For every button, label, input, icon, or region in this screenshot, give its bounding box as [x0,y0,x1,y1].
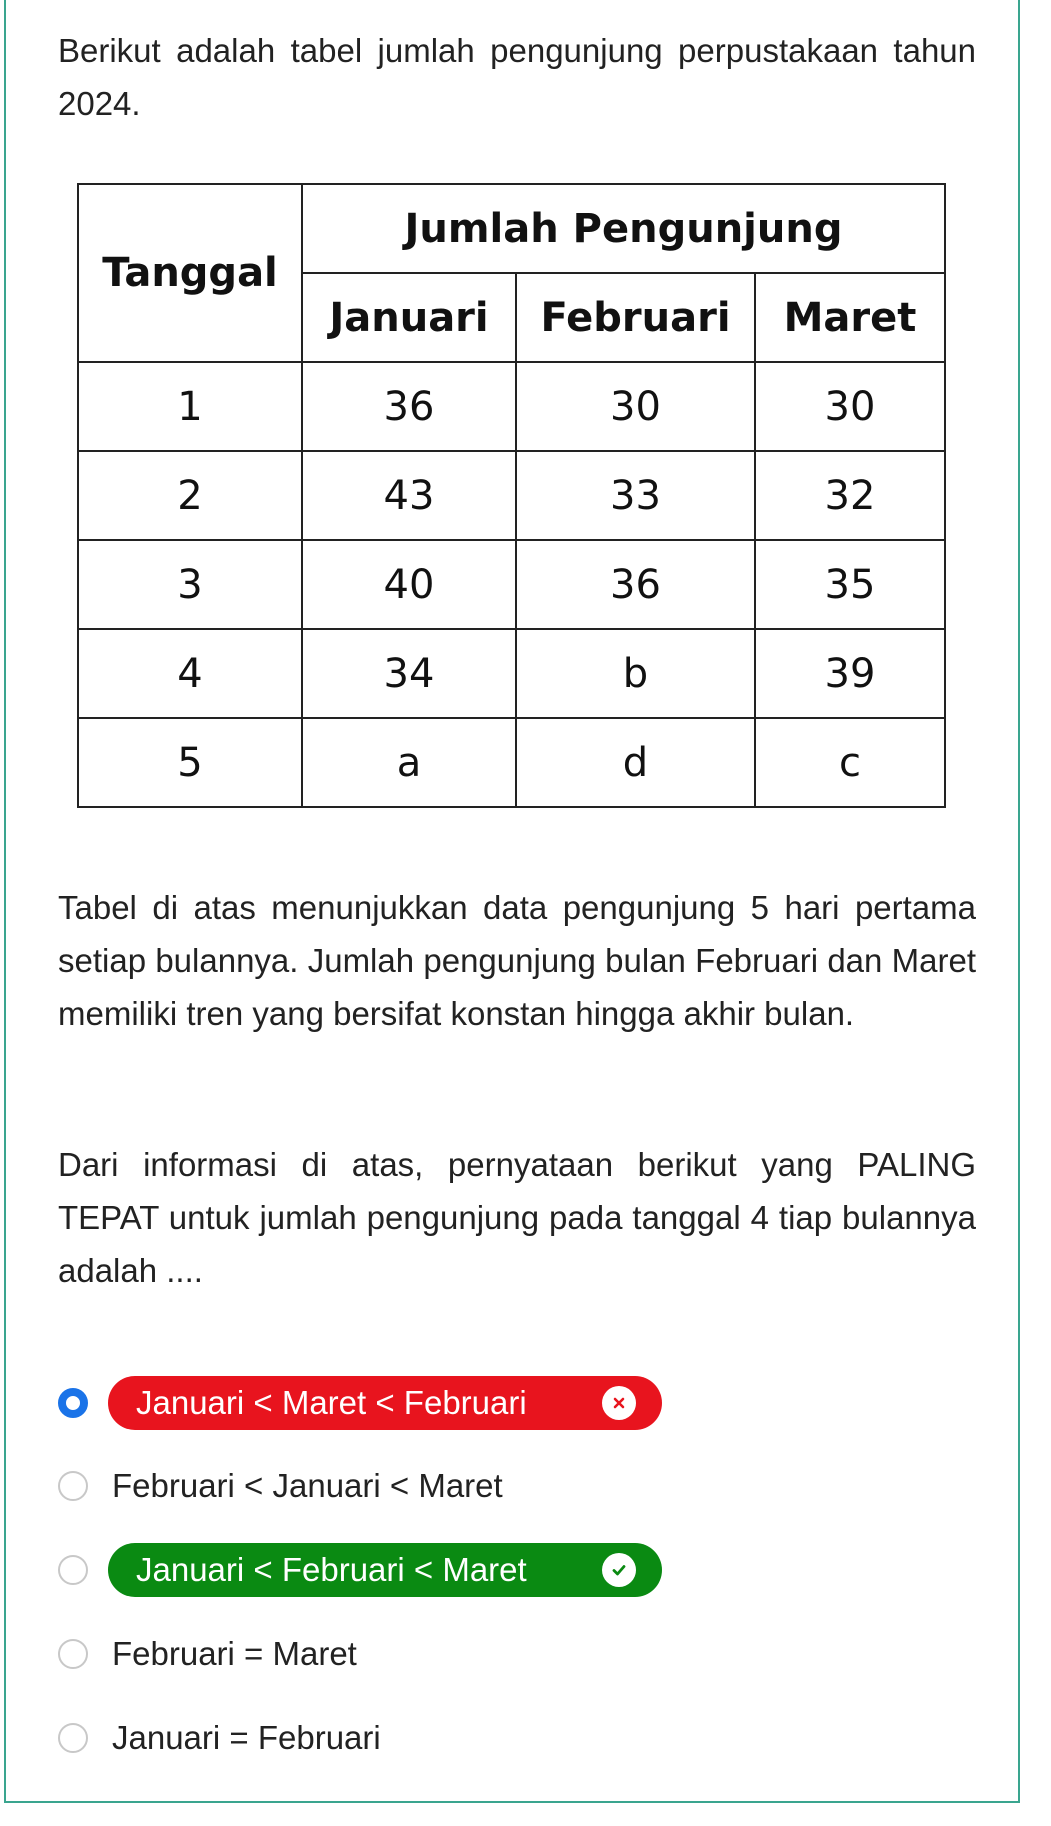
option-label[interactable]: Februari = Maret [112,1635,357,1672]
visitor-table [77,183,946,808]
table-row [78,629,945,718]
table-cell: 35 [755,540,945,629]
header-month: Februari [516,273,755,362]
option-e[interactable] [58,1710,381,1766]
table-cell: 30 [516,362,755,451]
header-month: Januari [302,273,516,362]
option-a-wrong-pill[interactable] [108,1376,662,1430]
table-cell: 36 [302,362,516,451]
option-c-correct-pill[interactable] [108,1543,662,1597]
table-cell: 36 [516,540,755,629]
option-b[interactable] [58,1458,503,1514]
table-cell: c [755,718,945,807]
table-cell: 4 [78,629,302,718]
table-cell: 43 [302,451,516,540]
table-row [78,451,945,540]
question-text: Dari informasi di atas, pernyataan berikut yang PALING TEPAT untuk jumlah pengunjung pada tanggal 4 tiap bulannya adalah .... [58,1146,976,1289]
table-cell: 30 [755,362,945,451]
option-a[interactable] [58,1375,662,1431]
description-text: Tabel di atas menunjukkan data pengunjung 5 hari pertama setiap bulannya. Jumlah pengunjung bulan Februari dan Maret memiliki tren yang bersifat konstan hingga akhir bulan. [58,889,976,1032]
table-cell: 2 [78,451,302,540]
table-row [78,540,945,629]
header-tanggal: Tanggal [78,184,302,362]
intro-text: Berikut adalah tabel jumlah pengunjung perpustakaan tahun 2024. [58,32,976,122]
table-cell: 34 [302,629,516,718]
option-d[interactable] [58,1626,357,1682]
table-row [78,362,945,451]
option-label[interactable]: Februari < Januari < Maret [112,1467,503,1504]
header-month: Maret [755,273,945,362]
option-label: Januari < Februari < Maret [136,1551,527,1588]
radio-button[interactable] [58,1639,88,1669]
radio-button[interactable] [58,1555,88,1585]
table-cell: 33 [516,451,755,540]
option-c[interactable] [58,1542,662,1598]
table-cell: d [516,718,755,807]
radio-button[interactable] [58,1723,88,1753]
option-label[interactable]: Januari = Februari [112,1719,381,1756]
radio-button-selected[interactable] [58,1388,88,1418]
table-row [78,718,945,807]
table-cell: 40 [302,540,516,629]
header-jumlah-pengunjung: Jumlah Pengunjung [302,184,945,273]
table-cell: b [516,629,755,718]
table-cell: 32 [755,451,945,540]
table-cell: 39 [755,629,945,718]
table-cell: 5 [78,718,302,807]
check-circle-icon [602,1553,636,1587]
table-cell: a [302,718,516,807]
close-circle-icon [602,1386,636,1420]
table-cell: 3 [78,540,302,629]
radio-button[interactable] [58,1471,88,1501]
question-card [4,0,1020,1803]
table-cell: 1 [78,362,302,451]
option-label: Januari < Maret < Februari [136,1384,527,1421]
